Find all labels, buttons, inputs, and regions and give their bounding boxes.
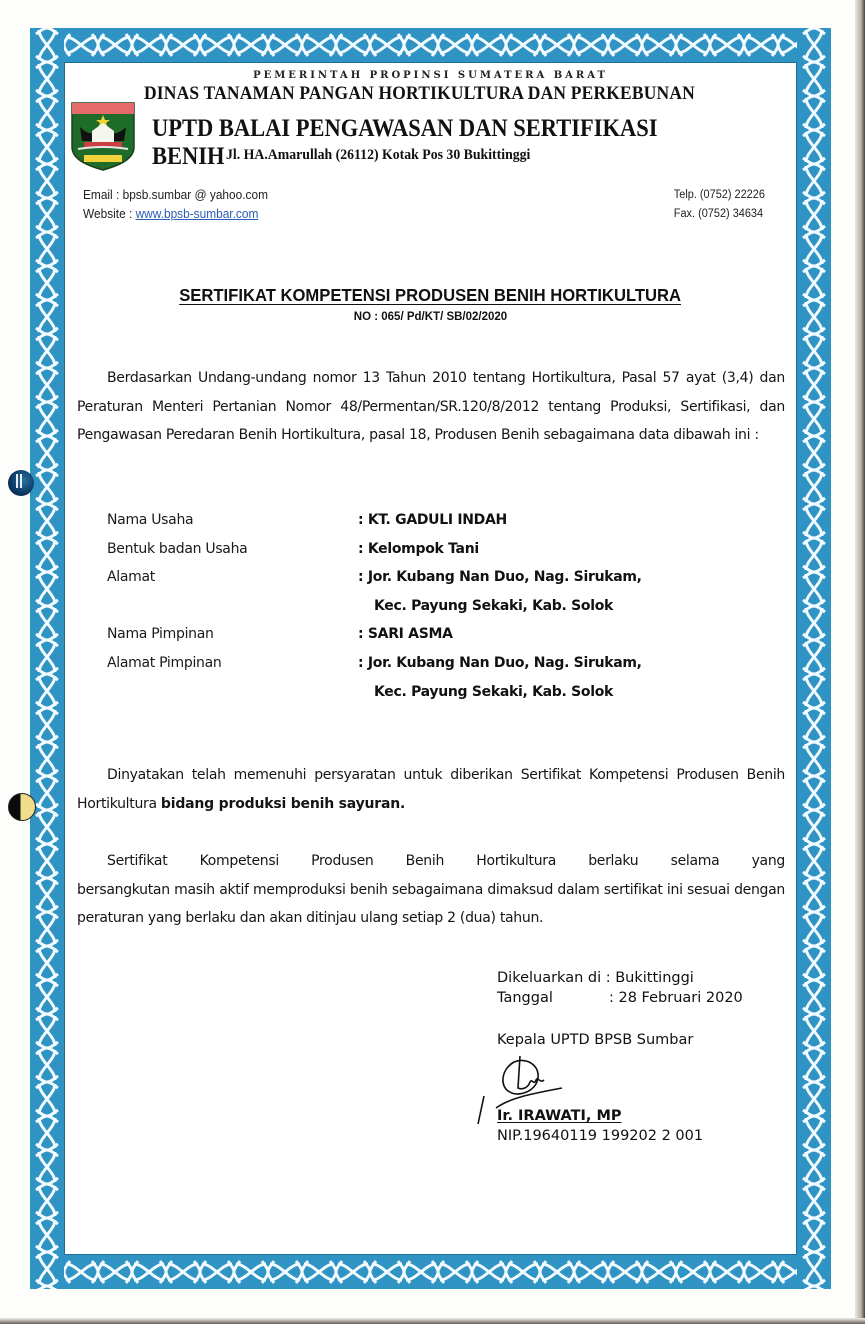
field-value-continued: Kec. Payung Sekaki, Kab. Solok (374, 597, 614, 614)
page-bottom-shadow (0, 1318, 865, 1324)
official-position: Kepala UPTD BPSB Sumbar (497, 1032, 694, 1048)
website-row (83, 205, 268, 224)
certificate-title: SERTIFIKAT KOMPETENSI PRODUSEN BENIH HORTIKULTURA (179, 285, 682, 305)
field-value: : SARI ASMA (358, 626, 453, 643)
intro-paragraph: Berdasarkan Undang-undang nomor 13 Tahun 2010 tentang Hortikultura, Pasal 57 ayat (3,4) dan Peraturan Menteri Pertanian Nomor 48/Permentan/SR.120/8/2012 tentang Produksi, Sertifikasi, dan Pengawasan Peredaran Benih Hortikultura, pasal 18, Produsen Benih sebagaimana data dibawah ini : (77, 370, 785, 444)
competency-field: bidang produksi benih sayuran. (160, 795, 406, 812)
contact-right (674, 186, 765, 224)
issued-place-row: Dikeluarkan di : Bukittinggi (497, 970, 694, 986)
handwritten-signature-icon (470, 1048, 580, 1128)
certificate-number: NO : 065/ Pd/KT/ SB/02/2020 (353, 311, 508, 323)
border-knot-top (30, 28, 831, 62)
border-knot-right (797, 28, 831, 1289)
issued-date-row: Tanggal : 28 Februari 2020 (497, 990, 743, 1006)
email-text: Email : bpsb.sumbar @ yahoo.com (83, 188, 268, 202)
binder-punch-hole (8, 470, 34, 496)
field-value: : Jor. Kubang Nan Duo, Nag. Sirukam, (358, 569, 642, 586)
field-label: Nama Pimpinan (107, 626, 214, 643)
field-value: : Jor. Kubang Nan Duo, Nag. Sirukam, (358, 654, 642, 671)
field-value: : Kelompok Tani (358, 540, 479, 557)
field-label: Alamat (107, 569, 155, 586)
field-label: Nama Usaha (107, 512, 194, 528)
field-label: Bentuk badan Usaha (107, 540, 248, 557)
field-value-continued: Kec. Payung Sekaki, Kab. Solok (374, 683, 614, 700)
phone-text: Telp. (0752) 22226 (673, 189, 765, 201)
binder-punch-hole (8, 793, 36, 821)
field-label: Alamat Pimpinan (107, 654, 222, 671)
government-name: PEMERINTAH PROPINSI SUMATERA BARAT (253, 70, 608, 81)
department-name: DINAS TANAMAN PANGAN HORTIKULTURA DAN PERKEBUNAN (144, 83, 695, 104)
contact-left (83, 186, 268, 224)
page-edge-shadow (855, 0, 865, 1324)
unit-name: UPTD BALAI PENGAWASAN DAN SERTIFIKASI BENIH (152, 115, 658, 170)
website-link[interactable]: www.bpsb-sumbar.com (135, 207, 259, 221)
official-nip: NIP.19640119 199202 2 001 (497, 1128, 704, 1144)
province-emblem-icon (70, 101, 136, 171)
border-knot-left (30, 28, 64, 1289)
validity-paragraph: Sertifikat Kompetensi Produsen Benih Hortikultura berlaku selama yang bersangkutan masih aktif memproduksi benih sebagaimana dimaksud dalam sertifikat ini sesuai dengan peraturan yang berlaku dan akan ditinjau ulang setiap 2 (dua) tahun. (77, 853, 785, 927)
fax-text: Fax. (0752) 34634 (673, 208, 764, 220)
statement-paragraph: Dinyatakan telah memenuhi persyaratan untuk diberikan Sertifikat Kompetensi Produsen Benih Hortikultura bidang produksi benih sayuran. (77, 767, 785, 812)
border-knot-bottom (30, 1255, 831, 1289)
official-name: Ir. IRAWATI, MP (497, 1108, 622, 1124)
field-value: : KT. GADULI INDAH (358, 512, 507, 528)
website-label: Website : (83, 207, 136, 221)
office-address: Jl. HA.Amarullah (26112) Kotak Pos 30 Bukittinggi (226, 147, 531, 163)
